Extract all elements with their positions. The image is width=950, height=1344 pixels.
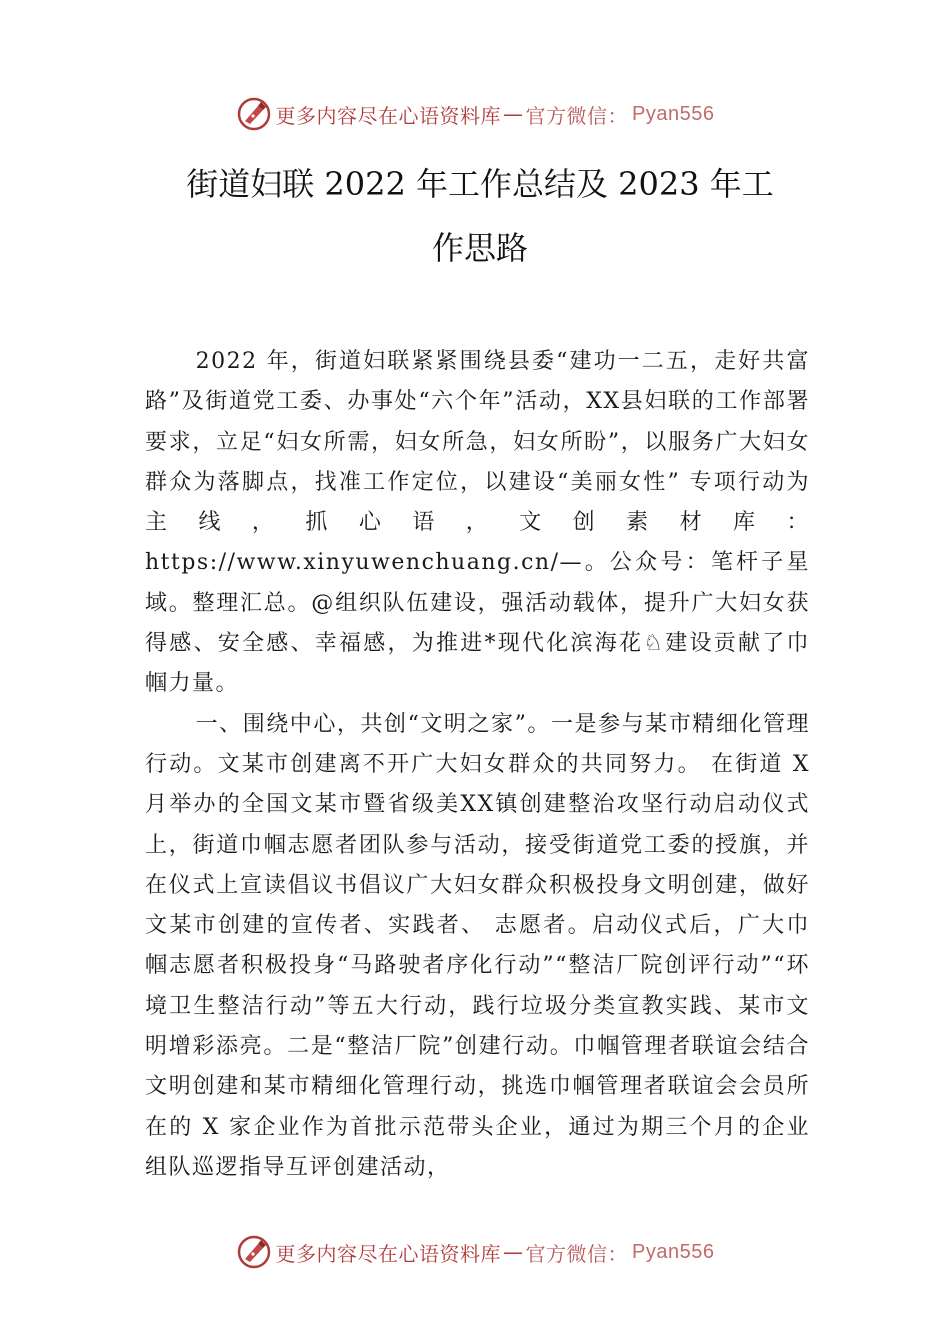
body-paragraph-section-1: 一、围绕中心，共创“文明之家”。一是参与某市精细化管理行动。文某市创建离不开广大妇女群众的共同努力。 在街道 X月举办的全国文某市暨省级美XX镇创建整治攻坚行动启动仪式上，街道巾帼志愿者团队参与活动，接受街道党工委的授旗，并在仪式上宣读倡议书倡议广大妇女群众积极投身文明创建，做好文某市创建的宣传者、实践者、 志愿者。启动仪式后，广大巾帼志愿者积极投身“马路驶者序化行动”“整洁厂院创评行动”“环境卫生整洁行动”等五大行动，践行垃圾分类宣教实践、某市文明增彩添亮。二是“整洁厂院”创建行动。巾帼管理者联谊会结合文明创建和某市精细化管理行动，挑选巾帼管理者联谊会会员所在的 X 家企业作为首批示范带头企业，通过为期三个月的企业组队巡逻指导互评创建活动， [145, 711, 810, 1180]
document-title-line-2: 作思路 [431, 229, 528, 267]
watermark-wechat-id: Pyan556 [632, 1240, 715, 1263]
watermark-banner-bottom [0, 1234, 950, 1270]
body-paragraph-intro: 2022 年，街道妇联紧紧围绕县委“建功一二五，走好共富路”及街道党工委、办事处“六个年”活动，XX县妇联的工作部署要求，立足“妇女所需，妇女所急，妇女所盼”，以服务广大妇女群众为落脚点，找准工作定位，以建设“美丽女性” 专项行动为主线，抓心语，文创素材库：https://www.xinyuwenchuang.cn/—。公众号：笔杆子星域。整理汇总。@组织队伍建设，强活动载体，提升广大妇女获得感、安全感、幸福感，为推进*现代化滨海花♘建设贡献了巾帼力量。 [145, 349, 810, 697]
document-title-line-1: 街道妇联 2022 年工作总结及 2023 年工 [186, 165, 774, 203]
watermark-separator: — [503, 102, 524, 126]
watermark-separator: — [503, 1240, 524, 1264]
watermark-wechat-id: Pyan556 [632, 102, 715, 125]
pen-nib-circle-icon [236, 96, 272, 132]
watermark-wechat-label: 官方微信： [525, 1241, 629, 1266]
watermark-brand: 更多内容尽在心语资料库 [275, 1241, 502, 1266]
pen-nib-circle-icon [236, 1234, 272, 1270]
document-body [145, 342, 810, 1188]
watermark-banner-top [0, 96, 950, 132]
watermark-brand: 更多内容尽在心语资料库 [275, 103, 502, 128]
watermark-wechat-label: 官方微信： [525, 103, 629, 128]
